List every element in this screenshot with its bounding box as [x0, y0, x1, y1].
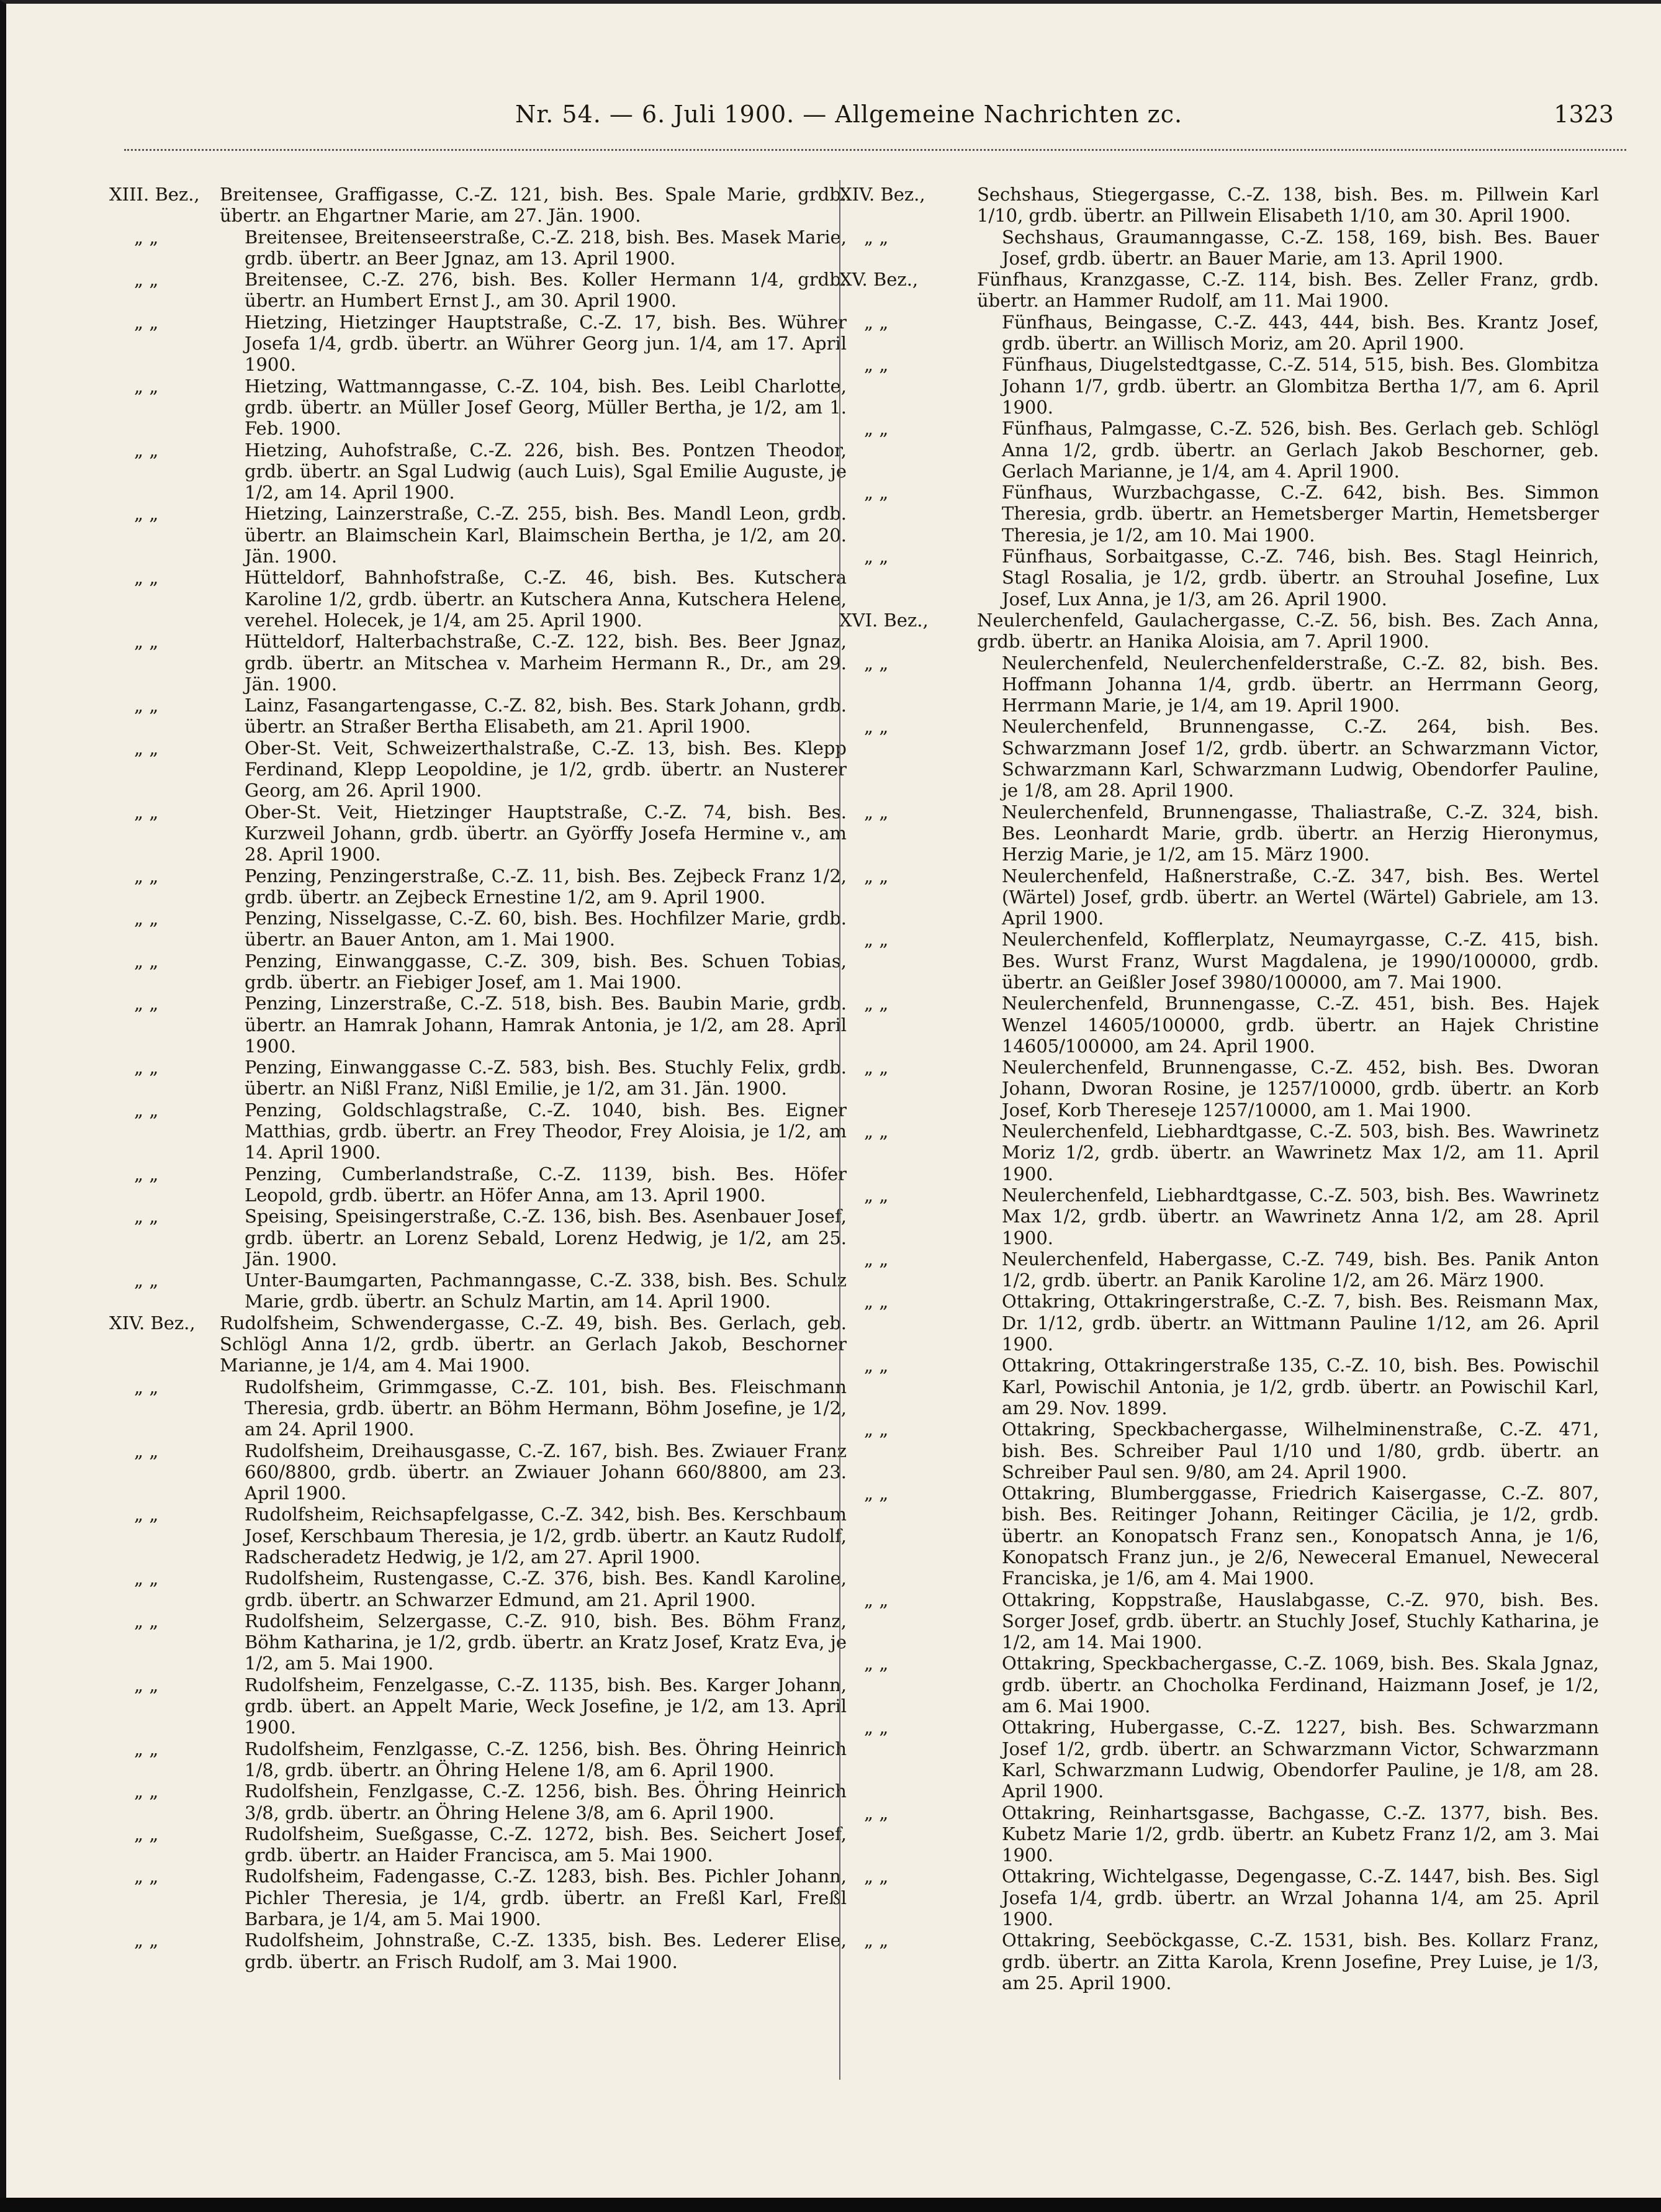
page-number: 1323 — [1554, 101, 1614, 128]
entry-district: „ „ — [134, 801, 159, 823]
entry-text: Ober-St. Veit, Hietzinger Hauptstraße, C.-Z. 74, bish. Bes. Kurzweil Johann, grdb. übertr. an Györffy Josefa Hermine v., am 28. April 1900. — [245, 801, 847, 865]
register-entry — [839, 546, 1614, 610]
entry-district: „ „ — [864, 1589, 889, 1610]
entry-district: „ „ — [864, 1291, 889, 1312]
bottom-scan-edge — [0, 2198, 1661, 2212]
register-entry — [839, 1185, 1614, 1248]
entry-text: Breitensee, Graffigasse, C.-Z. 121, bish. Bes. Spale Marie, grdb. übertr. an Ehgartner Marie, am 27. Jän. 1900. — [220, 184, 847, 227]
register-entry — [839, 1057, 1614, 1121]
entry-text: Penzing, Goldschlagstraße, C.-Z. 1040, bish. Bes. Eigner Matthias, grdb. übertr. an Frey Theodor, Frey Aloisia, je 1/2, am 14. April 1900. — [245, 1099, 847, 1163]
register-entry — [839, 1291, 1614, 1355]
register-entry — [839, 1717, 1614, 1802]
entry-district: „ „ — [134, 737, 159, 759]
entry-district: „ „ — [134, 1674, 159, 1695]
entry-district: „ „ — [864, 1121, 889, 1142]
entry-text: Neulerchenfeld, Brunnengasse, C.-Z. 451, bish. Bes. Hajek Wenzel 14605/100000, grdb. übertr. an Hajek Christine 14605/100000, am 24. April 1900. — [1002, 993, 1599, 1057]
entry-text: Hietzing, Auhofstraße, C.-Z. 226, bish. Bes. Pontzen Theodor, grdb. übertr. an Sgal Ludwig (auch Luis), Sgal Emilie Auguste, je 1/2, am 14. April 1900. — [245, 439, 847, 503]
register-entry — [109, 738, 847, 801]
entry-text: Breitensee, C.-Z. 276, bish. Bes. Koller Hermann 1/4, grdb. übertr. an Humbert Ernst J., am 30. April 1900. — [245, 269, 847, 312]
left-column — [109, 184, 847, 1972]
register-entry — [839, 865, 1614, 929]
entry-text: Neulerchenfeld, Habergasse, C.-Z. 749, bish. Bes. Panik Anton 1/2, grdb. übertr. an Panik Karoline 1/2, am 26. März 1900. — [1002, 1248, 1599, 1291]
register-entry — [839, 1483, 1614, 1589]
register-entry — [109, 227, 847, 269]
entry-text: Hütteldorf, Bahnhofstraße, C.-Z. 46, bish. Bes. Kutschera Karoline 1/2, grdb. übertr. an Kutschera Anna, Kutschera Helene, verehel. Holecek, je 1/4, am 25. April 1900. — [245, 567, 847, 631]
entry-text: Rudolfsheim, Reichsapfelgasse, C.-Z. 342, bish. Bes. Kerschbaum Josef, Kerschbaum Theresia, je 1/2, grdb. übertr. an Kautz Rudolf, Radscheradetz Hedwig, je 1/2, am 27. April 1900. — [245, 1504, 847, 1568]
entry-district: „ „ — [864, 652, 889, 674]
entry-district: „ „ — [864, 716, 889, 738]
entry-text: Ottakring, Hubergasse, C.-Z. 1227, bish. Bes. Schwarzmann Josef 1/2, grdb. übertr. an Schwarzmann Victor, Schwarzmann Karl, Schwarzmann Ludwig, Obendorfer Pauline, je 1/8, am 28. April 1900. — [1002, 1717, 1599, 1802]
register-entry — [109, 631, 847, 695]
entry-district: „ „ — [864, 311, 889, 333]
register-entry — [109, 1674, 847, 1738]
entry-text: Neulerchenfeld, Gaulachergasse, C.-Z. 56, bish. Bes. Zach Anna, grdb. übertr. an Hanika Aloisia, am 7. April 1900. — [977, 609, 1599, 652]
register-entry — [839, 929, 1614, 993]
entry-district: „ „ — [864, 865, 889, 887]
entry-district: „ „ — [134, 567, 159, 589]
register-entry — [109, 1610, 847, 1674]
register-entry — [109, 184, 847, 227]
register-entry — [109, 376, 847, 440]
entry-district: „ „ — [864, 1419, 889, 1440]
entry-district: „ „ — [864, 1930, 889, 1951]
entry-text: Rudolfsheim, Sueßgasse, C.-Z. 1272, bish. Bes. Seichert Josef, grdb. übertr. an Haider Francisca, am 5. Mai 1900. — [245, 1823, 847, 1866]
entry-district: „ „ — [134, 311, 159, 333]
entry-district: „ „ — [134, 1930, 159, 1951]
entry-district: „ „ — [134, 226, 159, 248]
entry-text: Penzing, Linzerstraße, C.-Z. 518, bish. Bes. Baubin Marie, grdb. übertr. an Hamrak Johann, Hamrak Antonia, je 1/2, am 28. April 1900. — [245, 993, 847, 1057]
entry-district: „ „ — [864, 1483, 889, 1504]
entry-district: XIV. Bez., — [839, 184, 925, 205]
register-entry — [109, 1823, 847, 1866]
register-entry — [109, 1270, 847, 1312]
entry-district: „ „ — [134, 695, 159, 716]
entry-text: Ottakring, Wichtelgasse, Degengasse, C.-Z. 1447, bish. Bes. Sigl Josefa 1/4, grdb. übertr. an Wrzal Johanna 1/4, am 25. April 1900. — [1002, 1866, 1599, 1930]
entry-text: Penzing, Nisselgasse, C.-Z. 60, bish. Bes. Hochfilzer Marie, grdb. übertr. an Bauer Anton, am 1. Mai 1900. — [245, 908, 847, 950]
entry-text: Penzing, Einwanggasse C.-Z. 583, bish. Bes. Stuchly Felix, grdb. übertr. an Nißl Franz, Nißl Emilie, je 1/2, am 31. Jän. 1900. — [245, 1057, 847, 1099]
entry-district: „ „ — [864, 929, 889, 950]
register-entry — [109, 908, 847, 950]
entry-text: Breitensee, Breitenseerstraße, C.-Z. 218, bish. Bes. Masek Marie, grdb. übertr. an Beer Jgnaz, am 13. April 1900. — [245, 226, 847, 269]
register-entry — [109, 312, 847, 376]
entry-text: Ottakring, Seeböckgasse, C.-Z. 1531, bish. Bes. Kollarz Franz, grdb. übertr. an Zitta Karola, Krenn Josefine, Prey Luise, je 1/3, am 25. April 1900. — [1002, 1930, 1599, 1993]
entry-district: „ „ — [134, 269, 159, 291]
entry-district: „ „ — [134, 631, 159, 652]
register-entry — [109, 1504, 847, 1568]
entry-text: Hietzing, Wattmanngasse, C.-Z. 104, bish. Bes. Leibl Charlotte, grdb. übertr. an Müller Josef Georg, Müller Bertha, je 1/2, am 1. Feb. 1900. — [245, 375, 847, 440]
entry-district: „ „ — [864, 418, 889, 440]
register-entry — [109, 1440, 847, 1504]
entry-text: Neulerchenfeld, Brunnengasse, C.-Z. 264, bish. Bes. Schwarzmann Josef 1/2, grdb. übertr. an Schwarzmann Victor, Schwarzmann Karl, Schwarzmann Ludwig, Obendorfer Pauline, je 1/8, am 28. April 1900. — [1002, 716, 1599, 801]
register-entry — [839, 312, 1614, 354]
entry-text: Penzing, Einwanggasse, C.-Z. 309, bish. Bes. Schuen Tobias, grdb. übertr. an Fiebiger Josef, am 1. Mai 1900. — [245, 950, 847, 993]
register-entry — [839, 1589, 1614, 1653]
entry-district: „ „ — [864, 1355, 889, 1376]
entry-district: „ „ — [134, 1057, 159, 1078]
register-entry — [839, 1419, 1614, 1483]
register-entry — [109, 950, 847, 993]
entry-district: „ „ — [134, 1738, 159, 1759]
entry-text: Fünfhaus, Palmgasse, C.-Z. 526, bish. Bes. Gerlach geb. Schlögl Anna 1/2, grdb. übertr. an Gerlach Jakob Beschorner, geb. Gerlach Marianne, je 1/4, am 4. April 1900. — [1002, 418, 1599, 482]
entry-district: „ „ — [134, 1099, 159, 1121]
entry-text: Fünfhaus, Wurzbachgasse, C.-Z. 642, bish. Bes. Simmon Theresia, grdb. übertr. an Hemetsberger Martin, Hemetsberger Theresia, je 1/2, am 10. Mai 1900. — [1002, 482, 1599, 546]
register-entry — [109, 1057, 847, 1099]
entry-district: „ „ — [134, 1163, 159, 1185]
entry-district: „ „ — [864, 482, 889, 503]
entry-district: „ „ — [864, 1717, 889, 1738]
entry-text: Hietzing, Lainzerstraße, C.-Z. 255, bish. Bes. Mandl Leon, grdb. übertr. an Blaimschein Karl, Blaimschein Bertha, je 1/2, am 20. Jän. 1900. — [245, 503, 847, 567]
register-entry — [109, 1163, 847, 1206]
entry-district: „ „ — [864, 1802, 889, 1823]
entry-district: „ „ — [134, 1781, 159, 1802]
entry-text: Speising, Speisingerstraße, C.-Z. 136, bish. Bes. Asenbauer Josef, grdb. übertr. an Lorenz Sebald, Lorenz Hedwig, je 1/2, am 25. Jän. 1900. — [245, 1206, 847, 1270]
entry-text: Fünfhaus, Kranzgasse, C.-Z. 114, bish. Bes. Zeller Franz, grdb. übertr. an Hammer Rudolf, am 11. Mai 1900. — [977, 269, 1599, 312]
register-entry — [109, 440, 847, 503]
entry-text: Rudolfsheim, Selzergasse, C.-Z. 910, bish. Bes. Böhm Franz, Böhm Katharina, je 1/2, grdb. übertr. an Kratz Josef, Kratz Eva, je 1/2, am 5. Mai 1900. — [245, 1610, 847, 1674]
register-entry — [109, 1930, 847, 1972]
register-entry — [839, 1121, 1614, 1185]
register-entry — [109, 1376, 847, 1440]
entry-district: „ „ — [134, 439, 159, 461]
entry-district: „ „ — [134, 1376, 159, 1397]
register-entry — [109, 1099, 847, 1163]
entry-district: „ „ — [864, 354, 889, 376]
register-entry — [839, 227, 1614, 269]
register-entry — [839, 1866, 1614, 1930]
entry-text: Rudolfsheim, Fenzelgasse, C.-Z. 1135, bish. Bes. Karger Johann, grdb. übert. an Appelt Marie, Weck Josefine, je 1/2, am 13. April 1900. — [245, 1674, 847, 1738]
entry-text: Penzing, Cumberlandstraße, C.-Z. 1139, bish. Bes. Höfer Leopold, grdb. übertr. an Höfer Anna, am 13. April 1900. — [245, 1163, 847, 1206]
entry-district: „ „ — [134, 1610, 159, 1632]
entry-district: „ „ — [134, 950, 159, 972]
register-entry — [839, 801, 1614, 865]
register-entry — [839, 1802, 1614, 1866]
register-entry — [109, 567, 847, 631]
entry-text: Hietzing, Hietzinger Hauptstraße, C.-Z. 17, bish. Bes. Wührer Josefa 1/4, grdb. übertr. an Wührer Georg jun. 1/4, am 17. April 1900. — [245, 311, 847, 376]
register-entry — [109, 695, 847, 738]
entry-text: Neulerchenfeld, Neulerchenfelderstraße, C.-Z. 82, bish. Bes. Hoffmann Johanna 1/4, grdb. übertr. an Herrmann Georg, Herrmann Marie, je 1/4, am 19. April 1900. — [1002, 652, 1599, 716]
entry-text: Ober-St. Veit, Schweizerthalstraße, C.-Z. 13, bish. Bes. Klepp Ferdinand, Klepp Leopoldine, je 1/2, grdb. übertr. an Nusterer Georg, am 26. April 1900. — [245, 737, 847, 801]
register-entry — [839, 652, 1614, 716]
register-entry — [839, 993, 1614, 1057]
register-entry — [839, 610, 1614, 652]
entry-text: Rudolfsheim, Rustengasse, C.-Z. 376, bish. Bes. Kandl Karoline, grdb. übertr. an Schwarzer Edmund, am 21. April 1900. — [245, 1568, 847, 1610]
entry-text: Hütteldorf, Halterbachstraße, C.-Z. 122, bish. Bes. Beer Jgnaz, grdb. übertr. an Mitschea v. Marheim Hermann R., Dr., am 29. Jän. 1900. — [245, 631, 847, 695]
register-entry — [109, 1312, 847, 1376]
entry-text: Ottakring, Speckbachergasse, Wilhelminenstraße, C.-Z. 471, bish. Bes. Schreiber Paul 1/10 und 1/80, grdb. übertr. an Schreiber Paul sen. 9/80, am 24. April 1900. — [1002, 1419, 1599, 1483]
register-entry — [839, 1355, 1614, 1419]
entry-text: Penzing, Penzingerstraße, C.-Z. 11, bish. Bes. Zejbeck Franz 1/2, grdb. übertr. an Zejbeck Ernestine 1/2, am 9. April 1900. — [245, 865, 847, 908]
entry-district: XIII. Bez., — [109, 184, 200, 205]
entry-text: Neulerchenfeld, Liebhardtgasse, C.-Z. 503, bish. Bes. Wawrinetz Max 1/2, grdb. übertr. an Wawrinetz Anna 1/2, am 28. April 1900. — [1002, 1184, 1599, 1248]
entry-text: Rudolfsheim, Schwendergasse, C.-Z. 49, bish. Bes. Gerlach, geb. Schlögl Anna 1/2, grdb. übertr. an Gerlach Jakob, Beschorner Marianne, je 1/4, am 4. Mai 1900. — [220, 1312, 847, 1376]
register-entry — [839, 716, 1614, 801]
register-entry — [839, 184, 1614, 227]
entry-text: Ottakring, Ottakringerstraße 135, C.-Z. 10, bish. Bes. Powischil Karl, Powischil Antonia, je 1/2, grdb. übertr. an Powischil Karl, am 29. Nov. 1899. — [1002, 1355, 1599, 1419]
entry-text: Lainz, Fasangartengasse, C.-Z. 82, bish. Bes. Stark Johann, grdb. übertr. an Straßer Bertha Elisabeth, am 21. April 1900. — [245, 695, 847, 738]
entry-text: Ottakring, Koppstraße, Hauslabgasse, C.-Z. 970, bish. Bes. Sorger Josef, grdb. übertr. an Stuchly Josef, Stuchly Katharina, je 1/2, am 14. Mai 1900. — [1002, 1589, 1599, 1653]
entry-text: Fünfhaus, Diugelstedtgasse, C.-Z. 514, 515, bish. Bes. Glombitza Johann 1/7, grdb. übertr. an Glombitza Bertha 1/7, am 6. April 1900. — [1002, 354, 1599, 418]
entry-district: „ „ — [864, 801, 889, 823]
running-title: Nr. 54. — 6. Juli 1900. — Allgemeine Nachrichten zc. — [515, 101, 1183, 128]
entry-text: Neulerchenfeld, Haßnerstraße, C.-Z. 347, bish. Bes. Wertel (Wärtel) Josef, grdb. übertr. an Wertel (Wärtel) Gabriele, am 13. April 1900. — [1002, 865, 1599, 929]
register-entry — [109, 1781, 847, 1823]
entry-district: „ „ — [864, 1248, 889, 1270]
entry-district: „ „ — [134, 865, 159, 887]
register-entry — [109, 503, 847, 567]
entry-text: Neulerchenfeld, Brunnengasse, Thaliastraße, C.-Z. 324, bish. Bes. Leonhardt Marie, grdb. übertr. an Herzig Hieronymus, Herzig Marie, je 1/2, am 15. März 1900. — [1002, 801, 1599, 865]
register-entry — [839, 1930, 1614, 1993]
register-entry — [839, 354, 1614, 418]
entry-text: Ottakring, Ottakringerstraße, C.-Z. 7, bish. Bes. Reismann Max, Dr. 1/12, grdb. übertr. an Wittmann Pauline 1/12, am 26. April 1900. — [1002, 1291, 1599, 1355]
entry-text: Fünfhaus, Sorbaitgasse, C.-Z. 746, bish. Bes. Stagl Heinrich, Stagl Rosalia, je 1/2, grdb. übertr. an Strouhal Josefine, Lux Josef, Lux Anna, je 1/3, am 26. April 1900. — [1002, 546, 1599, 610]
entry-text: Neulerchenfeld, Kofflerplatz, Neumayrgasse, C.-Z. 415, bish. Bes. Wurst Franz, Wurst Magdalena, je 1990/100000, grdb. übertr. an Geißler Josef 3980/100000, am 7. Mai 1900. — [1002, 929, 1599, 993]
register-entry — [109, 269, 847, 312]
entry-text: Ottakring, Reinhartsgasse, Bachgasse, C.-Z. 1377, bish. Bes. Kubetz Marie 1/2, grdb. übertr. an Kubetz Franz 1/2, am 3. Mai 1900. — [1002, 1802, 1599, 1866]
entry-district: „ „ — [134, 993, 159, 1014]
entry-district: „ „ — [134, 1866, 159, 1887]
entry-text: Rudolfshein, Fenzlgasse, C.-Z. 1256, bish. Bes. Öhring Heinrich 3/8, grdb. übertr. an Öhring Helene 3/8, am 6. April 1900. — [245, 1781, 847, 1823]
entry-district: „ „ — [134, 375, 159, 397]
entry-district: „ „ — [864, 993, 889, 1014]
entry-district: „ „ — [864, 1866, 889, 1887]
entry-district: XVI. Bez., — [839, 609, 929, 631]
register-entry — [109, 1568, 847, 1610]
entry-district: „ „ — [864, 546, 889, 567]
entry-text: Rudolfsheim, Johnstraße, C.-Z. 1335, bish. Bes. Lederer Elise, grdb. übertr. an Frisch Rudolf, am 3. Mai 1900. — [245, 1930, 847, 1972]
entry-text: Sechshaus, Stiegergasse, C.-Z. 138, bish. Bes. m. Pillwein Karl 1/10, grdb. übertr. an Pillwein Elisabeth 1/10, am 30. April 1900. — [977, 184, 1599, 227]
entry-district: „ „ — [134, 1823, 159, 1844]
entry-text: Rudolfsheim, Fenzlgasse, C.-Z. 1256, bish. Bes. Öhring Heinrich 1/8, grdb. übertr. an Öhring Helene 1/8, am 6. April 1900. — [245, 1738, 847, 1781]
register-entry — [109, 1206, 847, 1270]
entry-district: „ „ — [134, 1504, 159, 1525]
entry-text: Rudolfsheim, Dreihausgasse, C.-Z. 167, bish. Bes. Zwiauer Franz 660/8800, grdb. übertr. an Zwiauer Johann 660/8800, am 23. April 1900. — [245, 1440, 847, 1504]
entry-district: „ „ — [864, 226, 889, 248]
entry-district: „ „ — [134, 908, 159, 929]
entry-text: Neulerchenfeld, Brunnengasse, C.-Z. 452, bish. Bes. Dworan Johann, Dworan Rosine, je 1257/10000, grdb. übertr. an Korb Josef, Korb Thereseje 1257/10000, am 1. Mai 1900. — [1002, 1057, 1599, 1121]
register-entry — [839, 1248, 1614, 1291]
entry-text: Sechshaus, Graumanngasse, C.-Z. 158, 169, bish. Bes. Bauer Josef, grdb. übertr. an Bauer Marie, am 13. April 1900. — [1002, 226, 1599, 269]
entry-district: „ „ — [134, 1206, 159, 1227]
entry-text: Rudolfsheim, Grimmgasse, C.-Z. 101, bish. Bes. Fleischmann Theresia, grdb. übertr. an Böhm Hermann, Böhm Josefine, je 1/2, am 24. April 1900. — [245, 1376, 847, 1440]
entry-district: XIV. Bez., — [109, 1312, 196, 1334]
register-entry — [839, 482, 1614, 546]
entry-district: „ „ — [134, 503, 159, 525]
entry-text: Neulerchenfeld, Liebhardtgasse, C.-Z. 503, bish. Bes. Wawrinetz Moriz 1/2, grdb. übertr. an Wawrinetz Max 1/2, am 11. April 1900. — [1002, 1121, 1599, 1185]
register-entry — [109, 1738, 847, 1781]
register-entry — [839, 269, 1614, 312]
register-entry — [109, 801, 847, 865]
entry-text: Rudolfsheim, Fadengasse, C.-Z. 1283, bish. Bes. Pichler Johann, Pichler Theresia, je 1/4, grdb. übertr. an Freßl Karl, Freßl Barbara, je 1/4, am 5. Mai 1900. — [245, 1866, 847, 1930]
entry-text: Fünfhaus, Beingasse, C.-Z. 443, 444, bish. Bes. Krantz Josef, grdb. übertr. an Willisch Moriz, am 20. April 1900. — [1002, 311, 1599, 354]
entry-district: „ „ — [134, 1270, 159, 1291]
entry-text: Ottakring, Blumberggasse, Friedrich Kaisergasse, C.-Z. 807, bish. Bes. Reitinger Johann, Reitinger Cäcilia, je 1/2, grdb. übertr. an Konopatsch Franz sen., Konopatsch Anna, je 1/6, Konopatsch Franz jun., je 2/6, Neweceral Emanuel, Neweceral Franciska, je 1/6, am 4. Mai 1900. — [1002, 1483, 1599, 1589]
header-rule — [124, 149, 1626, 151]
entry-district: „ „ — [864, 1057, 889, 1078]
register-entry — [839, 418, 1614, 482]
right-column — [839, 184, 1614, 1993]
page-header — [124, 101, 1614, 144]
entry-text: Ottakring, Speckbachergasse, C.-Z. 1069, bish. Bes. Skala Jgnaz, grdb. übertr. an Chocholka Ferdinand, Haizmann Josef, je 1/2, am 6. Mai 1900. — [1002, 1653, 1599, 1717]
register-entry — [109, 1866, 847, 1930]
register-entry — [109, 993, 847, 1057]
entry-district: „ „ — [864, 1653, 889, 1674]
entry-text: Unter-Baumgarten, Pachmanngasse, C.-Z. 338, bish. Bes. Schulz Marie, grdb. übertr. an Schulz Martin, am 14. April 1900. — [245, 1270, 847, 1312]
entry-district: „ „ — [134, 1440, 159, 1461]
entry-district: „ „ — [134, 1568, 159, 1589]
entry-district: XV. Bez., — [839, 269, 919, 291]
entry-district: „ „ — [864, 1184, 889, 1206]
register-entry — [109, 865, 847, 908]
register-entry — [839, 1653, 1614, 1717]
